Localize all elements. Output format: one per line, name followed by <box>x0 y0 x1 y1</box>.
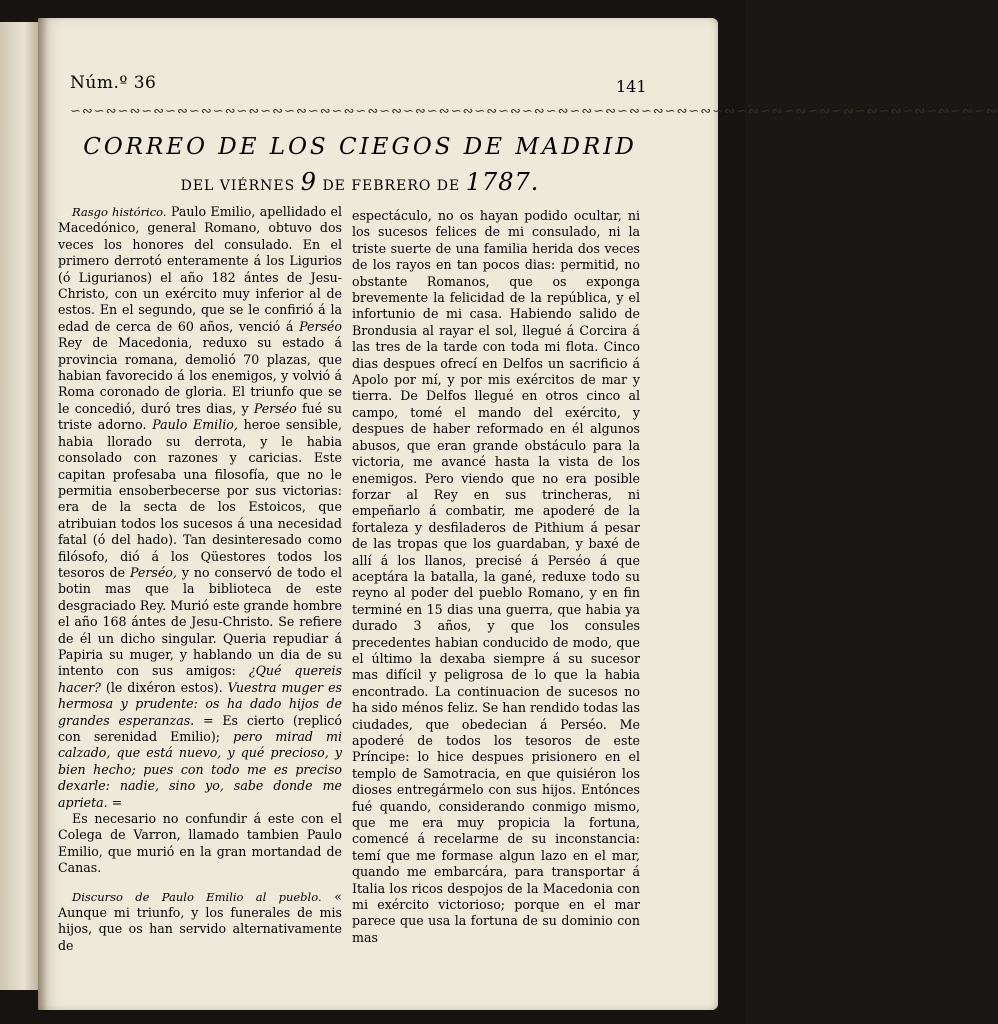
italic-quote: Vuestra muger es hermosa y prudente: os ha dado hijos de grandes esperanzas. <box>58 679 342 728</box>
text-run: heroe sensible, habia llorado su derrota, y le habia consolado con razones y caricias. Este capitan profesaba una filosofía, que no le permitia ensoberbecerse por sus victorias: era de la secta de los Estoicos, que atribuian todos los sucesos á una necesidad fatal (ó del hado). Tan desinteresado como filósofo, dió á los Qüestores todos los tesoros de <box>58 417 342 580</box>
italic-name: Perséo, <box>130 564 177 580</box>
section-label: Rasgo histórico. <box>72 205 167 219</box>
italic-name: Perséo <box>253 400 297 416</box>
facing-page-edge <box>0 22 40 990</box>
italic-quote: ¿Qué quereis hacer? <box>58 663 342 695</box>
text-run: = <box>111 794 123 810</box>
right-text-column <box>352 208 640 946</box>
issue-date <box>60 168 660 196</box>
issue-number: Núm.º 36 <box>70 73 157 93</box>
italic-name: Perséo <box>299 318 342 334</box>
page-number: 141 <box>616 77 647 96</box>
text-run: = Es cierto (replicó con serenidad Emilio); <box>58 712 342 744</box>
text-run: Rey de Macedonia, reduxo su estado á provincia romana, demolió 70 plazas, que habian favorecido á los enemigos, y volvió á Roma coronado de gloria. El triunfo que se le concedió, duró tres dias, y <box>58 335 342 416</box>
paragraph-discurso <box>58 889 342 955</box>
section-label: Discurso de Paulo Emilio al pueblo. <box>72 889 322 904</box>
text-run: fué su triste adorno. <box>58 400 342 433</box>
paragraph-rasgo-historico <box>58 204 342 811</box>
text-run: y no conservó de todo el botin mas que la biblioteca de este desgraciado Rey. Murió este grande hombre el año 168 ántes de Jesu-Christo. Se refiere de él un dicho singular. Queria repudiar á Papiria su muger, y hablando un dia de su intento con sus amigos: <box>58 564 342 679</box>
left-text-column <box>58 204 342 954</box>
paragraph-discurso-continued: espectáculo, no os hayan podido ocultar, ni los sucesos felices de mi consulado, ni la triste suerte de una familia herida dos veces de los rayos en tan pocos dias: permitid, no obstante Romanos, que os exponga brevemente la felicidad de la república, y el infortunio de mi casa. Habiendo salido de Brondusia al rayar el sol, llegué á Corcira á las tres de la tarde con toda mi flota. Cinco dias despues ofrecí en Delfos un sacrificio á Apolo por mí, y por mis exércitos de mar y tierra. De Delfos llegué en otros cinco al campo, tomé el mando del exército, y despues de haber reformado en él algunos abusos, que eran grande obstáculo para la victoria, me avancé hasta la vista de los enemigos. Pero viendo que no era posible forzar al Rey en sus trincheras, ni empeñarlo á combatir, me apoderé de la fortaleza y desfiladeros de Pithium á pesar de las tropas que los guardaban, y baxé de allí á los llanos, precisé á Perséo á que aceptára la batalla, la gané, reduxe todo su reyno al poder del pueblo Romano, y en fin terminé en 15 dias una guerra, que habia ya durado 3 años, y que los consules precedentes habian conducido de modo, que el último la dexaba siempre á su sucesor mas difícil y peligrosa de lo que la habia encontrado. La continuacion de sucesos no ha sido ménos feliz. Se han rendido todas las ciudades, que obedecian á Perséo. Me apoderé de todos los tesoros de este Príncipe: lo hice despues prisionero en el templo de Samotracia, en que quisiéron los dioses entregármelo con sus hijos. Entónces fué quando, considerando conmigo mismo, que me era muy propicia la fortuna, comencé á recelarme de su inconstancia: temí que me formase algun lazo en el mar, quando me embarcára, para transportar á Italia los ricos despojos de la Macedonia con mi exército victorioso; porque en el mar parece que usa la fortuna de su dominio con mas <box>352 208 640 945</box>
date-month: DE FEBRERO DE <box>322 178 461 194</box>
text-run: (le dixéron estos). <box>105 679 223 695</box>
decorative-rule-ornament: ∽∾∽∾∽∾∽∾∽∾∽∾∽∾∽∾∽∾∽∾∽∾∽∾∽∾∽∾∽∾∽∾∽∾∽∾∽∾∽∾∽∾∽∾∽∾∽∾∽∾∽∾∽∾∽∾∽∾∽∾∽∾∽∾∽∾∽∾∽∾∽∾∽∾∽∾∽∾ <box>70 104 998 119</box>
italic-name: Paulo Emilio, <box>152 417 238 433</box>
page-gutter-shadow <box>38 18 48 1010</box>
text-run: Paulo Emilio, apellidado el Macedónico, general Romano, obtuvo dos veces los honores del consulado. En el primero derrotó enteramente á los Ligurios (ó Ligurianos) el año 182 ántes de Jesu-Christo, con un exército muy inferior al de estos. En el segundo, que se le confirió á la edad de cerca de 60 años, venció á <box>58 204 342 334</box>
newspaper-title: CORREO DE LOS CIEGOS DE MADRID <box>83 134 637 160</box>
text-run: « Aunque mi triunfo, y los funerales de mis hijos, que os han servido alternativamente de <box>58 888 342 953</box>
date-year: 1787. <box>465 168 540 196</box>
date-weekday: DEL VIÉRNES <box>180 178 296 194</box>
italic-quote: pero mirad mi calzado, que está nuevo, y qué precioso, y bien hecho; pues con todo me es preciso dexarle: nadie, sino yo, sabe donde me aprieta. <box>58 729 343 810</box>
date-day: 9 <box>300 168 317 196</box>
paragraph-varron: Es necesario no confundir á este con el Colega de Varron, llamado tambien Paulo Emilio, que murió en la gran mortandad de Canas. <box>58 811 342 876</box>
